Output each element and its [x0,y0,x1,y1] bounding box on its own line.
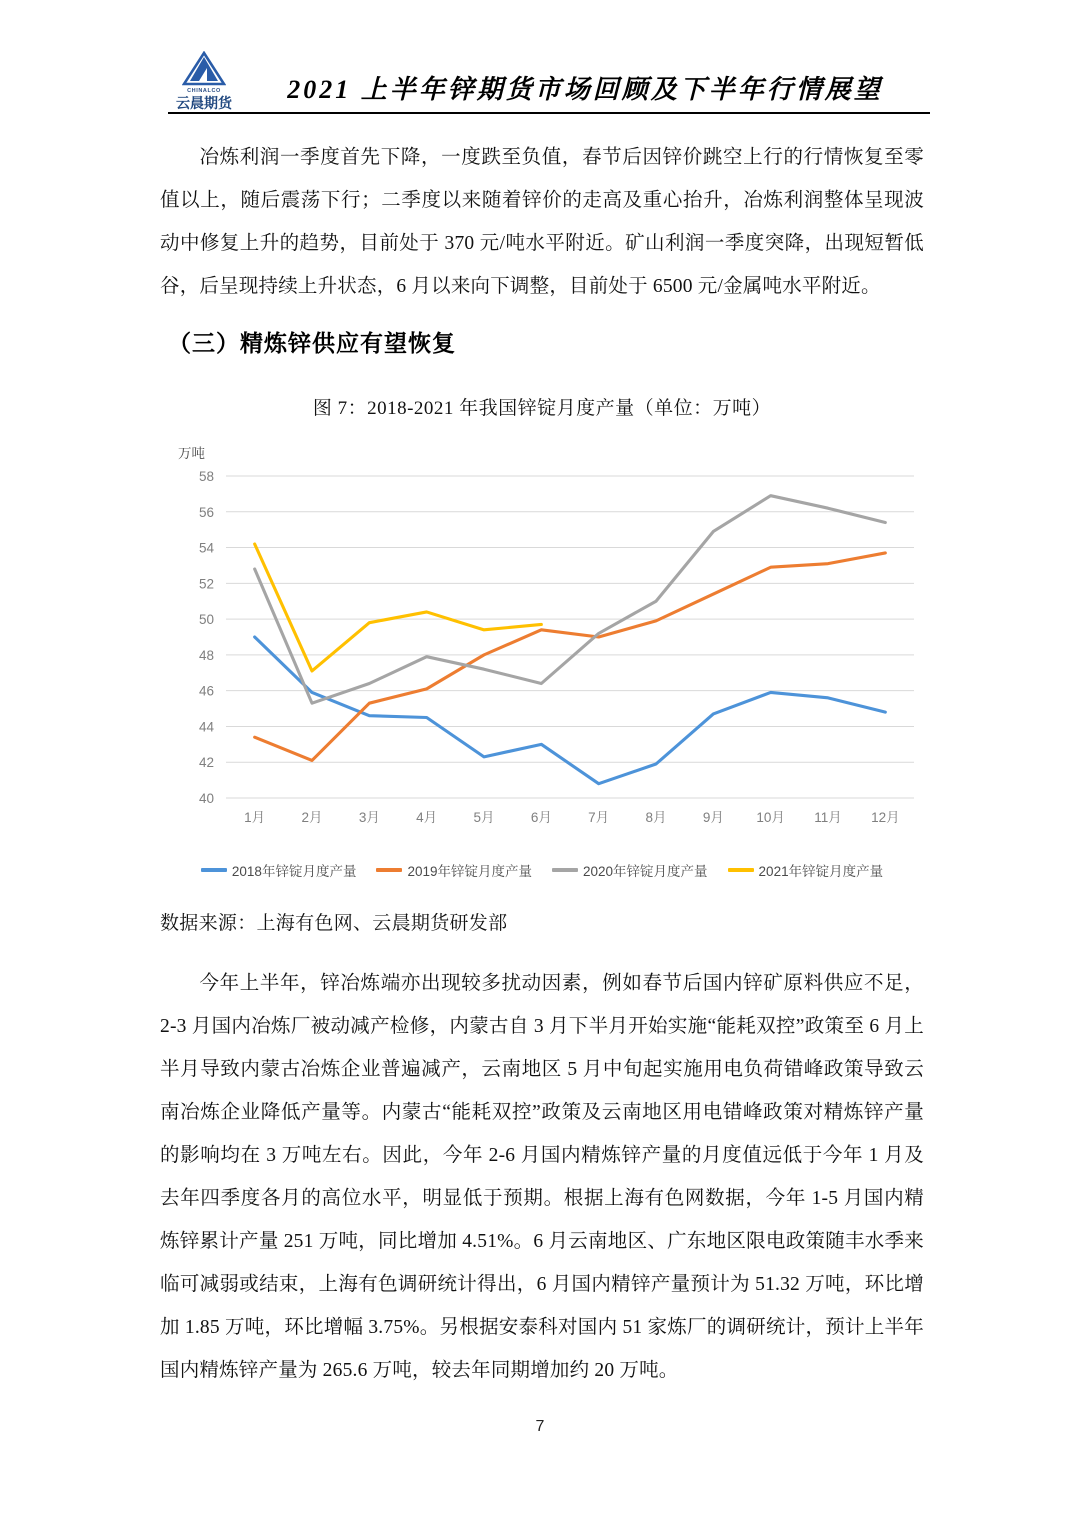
legend-label: 2019年锌锭月度产量 [407,864,532,879]
company-logo [168,51,240,110]
x-axis-tick-label: 12月 [871,810,900,825]
x-axis-tick-label: 1月 [244,810,266,825]
chart-svg [160,436,924,856]
document-title: 2021 上半年锌期货市场回顾及下半年行情展望 [287,75,883,104]
paragraph-intro-text: 冶炼利润一季度首先下降，一度跌至负值，春节后因锌价跳空上行的行情恢复至零值以上，随后震荡下行；二季度以来随着锌价的走高及重心抬升，冶炼利润整体呈现波动中修复上升的趋势，目前处于 370 元/吨水平附近。矿山利润一季度突降，出现短暂低谷，后呈现持续上升状态，6 月以来向下调整，目前处于 6500 元/金属吨水平附近。 [160,147,924,297]
legend-color-swatch [201,868,227,871]
paragraph-body [160,962,924,1392]
figure-title: 图 7：2018-2021 年我国锌锭月度产量（单位：万吨） [312,398,772,419]
y-axis-tick-label: 54 [198,540,214,556]
zinc-ingot-monthly-output-chart [160,436,924,896]
logo-chinese-text: 云晨期货 [176,95,232,111]
legend-label: 2018年锌锭月度产量 [231,864,357,879]
y-axis-tick-label: 42 [198,755,214,771]
y-axis-tick-label: 40 [198,791,214,806]
section-heading: （三）精炼锌供应有望恢复 [168,331,456,356]
legend-label: 2021年锌锭月度产量 [758,864,884,879]
paragraph-intro [160,136,924,308]
paragraph-body-text: 今年上半年，锌冶炼端亦出现较多扰动因素，例如春节后国内锌矿原料供应不足，2-3 月国内冶炼厂被动减产检修，内蒙古自 3 月下半月开始实施“能耗双控”政策至 6 月上半月导致内蒙古冶炼企业普遍减产，云南地区 5 月中旬起实施用电负荷错峰政策导致云南冶炼企业降低产量等。内蒙古“能耗双控”政策及云南地区用电错峰政策对精炼锌产量的影响均在 3 万吨左右。因此，今年 2-6 月国内精炼锌产量的月度值远低于今年 1 月及去年四季度各月的高位水平，明显低于预期。根据上海有色网数据，今年 1-5 月国内精炼锌累计产量 251 万吨，同比增加 4.51%。6 月云南地区、广东地区限电政策随丰水季来临可减弱或结束，上海有色调研统计得出，6 月国内精锌产量预计为 51.32 万吨，环比增加 1.85 万吨，环比增幅 3.75%。另根据安泰科对国内 51 家炼厂的调研统计，预计上半年国内精炼锌产量为 265.6 万吨，较去年同期增加约 20 万吨。 [160,973,924,1381]
y-axis-tick-label: 50 [198,612,214,628]
y-axis-tick-label: 58 [198,469,214,484]
x-axis-tick-label: 2月 [301,810,323,825]
chart-y-axis-ticks [199,469,215,806]
legend-item[interactable] [376,860,532,880]
chart-y-axis-unit-label: 万吨 [178,446,205,461]
legend-color-swatch [552,868,578,871]
legend-color-swatch [728,868,754,871]
chart-line-2021年锌锭月度产量 [255,544,542,671]
chart-series-lines [255,496,886,784]
x-axis-tick-label: 11月 [814,810,842,825]
x-axis-tick-label: 5月 [473,810,495,825]
x-axis-tick-label: 10月 [756,810,785,825]
chart-legend [160,860,924,880]
legend-item[interactable] [201,860,357,880]
y-axis-tick-label: 56 [198,504,214,520]
x-axis-tick-label: 8月 [645,810,667,825]
data-source-note: 数据来源：上海有色网、云晨期货研发部 [160,913,508,934]
legend-item[interactable] [552,860,708,880]
y-axis-tick-label: 48 [198,647,214,663]
legend-color-swatch [376,868,402,871]
y-axis-tick-label: 52 [198,576,214,592]
x-axis-tick-label: 6月 [530,810,552,825]
page-number: 7 [535,1418,545,1435]
page-header [168,38,930,110]
chart-gridlines [226,476,914,798]
x-axis-tick-label: 4月 [416,810,438,825]
header-divider [168,112,930,114]
legend-label: 2020年锌锭月度产量 [583,864,708,879]
y-axis-tick-label: 44 [198,719,214,735]
y-axis-tick-label: 46 [198,683,214,699]
legend-item[interactable] [728,860,884,880]
chart-x-axis-ticks [244,810,899,825]
chinalco-triangle-logo-icon [182,51,226,87]
x-axis-tick-label: 9月 [702,810,724,825]
chart-line-2020年锌锭月度产量 [255,496,886,704]
x-axis-tick-label: 7月 [588,810,610,825]
logo-latin-text: CHINALCO [187,88,221,94]
x-axis-tick-label: 3月 [358,810,380,825]
